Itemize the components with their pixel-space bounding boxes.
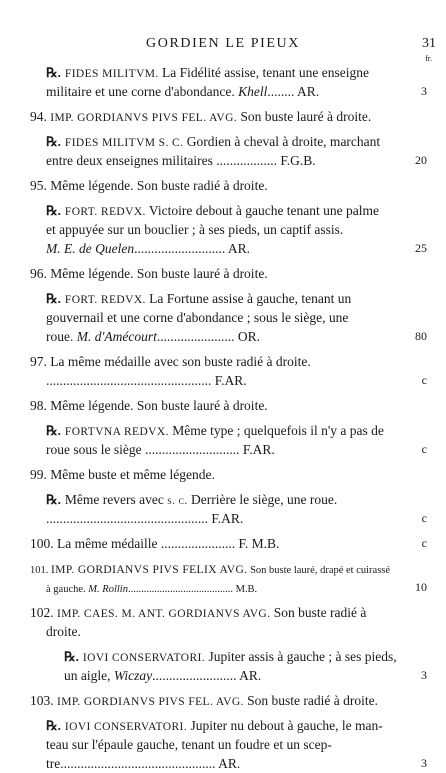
line-text: un aigle, (64, 668, 114, 683)
catalog-line (30, 220, 390, 239)
line-text: IMP. GORDIANVS PIVS FEL. AVG. (50, 112, 238, 124)
catalog-line (30, 440, 427, 459)
reverse-mark: ℞. (46, 134, 61, 149)
line-text: Derrière le siège, une roue. (187, 492, 338, 507)
line-text: 94. (30, 109, 51, 124)
price-value: c (421, 511, 427, 525)
line-text: 95. Même légende. Son buste radié à droite. (30, 178, 268, 193)
line-text: ....................... OR. (156, 329, 261, 344)
catalog-line (30, 63, 390, 82)
line-text: s. c. (167, 495, 188, 507)
line-text: ................................................ F.AR. (46, 511, 244, 526)
line-text: FORT. REDVX. (64, 294, 146, 306)
running-title: GORDIEN LE PIEUX (146, 36, 300, 51)
catalog-line (30, 352, 390, 371)
line-text: M. Rollin (88, 584, 128, 595)
catalog-line (30, 201, 390, 220)
reverse-mark: ℞. (46, 203, 61, 218)
line-text: 98. Même légende. Son buste lauré à droite. (30, 398, 268, 413)
line-text: Son buste lauré à droite. (237, 109, 372, 124)
catalog-line (30, 82, 427, 101)
line-text: M. d'Amécourt (76, 329, 157, 344)
catalog-line (30, 490, 390, 509)
catalog-line (30, 622, 390, 641)
line-text: La Fidélité assise, tenant une enseigne (158, 65, 369, 80)
line-text: Victoire debout à gauche tenant une palme (145, 203, 380, 218)
catalog-line (30, 308, 390, 327)
line-text: Même type ; quelquefois il n'y a pas de (168, 423, 384, 438)
catalog-line (30, 509, 427, 528)
line-text: tre.............................................. AR. (46, 756, 241, 771)
price-value: 3 (421, 84, 427, 98)
line-text: teau sur l'épaule gauche, tenant un foudre et un scep- (46, 737, 332, 752)
catalog-line (30, 396, 390, 415)
line-text: 100. La même médaille ...................... F. M.B. (30, 536, 280, 551)
line-text: 102. (30, 605, 57, 620)
line-text: FORT. REDVX. (64, 206, 146, 218)
price-value: 20 (415, 153, 427, 167)
line-text: La Fortune assise à gauche, tenant un (145, 291, 352, 306)
catalog-line (30, 603, 390, 622)
reverse-mark: ℞. (46, 718, 61, 733)
catalog-line (30, 691, 390, 710)
price-value: c (421, 536, 427, 550)
catalog-line (30, 151, 427, 170)
catalog-line (30, 107, 390, 126)
catalog-line (30, 239, 427, 258)
catalog-line (30, 559, 390, 578)
reverse-mark: ℞. (46, 492, 61, 507)
line-text: 103. (30, 693, 57, 708)
line-text: militaire et une corne d'abondance. (46, 84, 239, 99)
reverse-mark: ℞. (64, 649, 79, 664)
page-header (0, 36, 446, 63)
catalog-line (30, 371, 427, 390)
reverse-mark: ℞. (46, 423, 61, 438)
line-text: ........................................ M.B. (127, 584, 258, 595)
price-unit: fr. (425, 54, 432, 63)
line-text: IMP. GORDIANVS PIVS FELIX AVG. (51, 564, 248, 576)
line-text: Son buste lauré, drapé et cuirassé (247, 565, 391, 576)
catalog-line (30, 132, 390, 151)
line-text: à gauche. (46, 584, 89, 595)
line-text: Jupiter assis à gauche ; à ses pieds, (205, 649, 397, 664)
line-text: Son buste radié à droite. (243, 693, 379, 708)
line-text: 97. La même médaille avec son buste radié à droite. (30, 354, 311, 369)
line-text: ........................... AR. (134, 241, 250, 256)
catalog-line (30, 534, 427, 553)
line-text: roue. (46, 329, 77, 344)
price-value: 25 (415, 241, 427, 255)
line-text: Wiczay (113, 668, 153, 683)
line-text: entre deux enseignes militaires .................. F.G.B. (46, 153, 316, 168)
line-text: FORTVNA REDVX. (64, 426, 169, 438)
catalog-line (30, 716, 390, 735)
line-text: Khell (238, 84, 268, 99)
line-text: Jupiter nu debout à gauche, le man- (187, 718, 383, 733)
line-text: Même revers avec (64, 492, 168, 507)
line-text: 101. (30, 565, 51, 576)
reverse-mark: ℞. (46, 65, 61, 80)
line-text: IOVI CONSERVATORI. (82, 652, 206, 664)
line-text: M. E. de Quelen (46, 241, 135, 256)
line-text: ........ AR. (267, 84, 320, 99)
catalog-line (30, 754, 427, 773)
page-number: 31 (422, 36, 436, 51)
line-text: IMP. CAES. M. ANT. GORDIANVS AVG. (57, 608, 271, 620)
catalog-line (30, 176, 390, 195)
line-text: 99. Même buste et même légende. (30, 467, 215, 482)
line-text: ......................... AR. (152, 668, 262, 683)
catalog-line (30, 666, 427, 685)
line-text: roue sous le siège ............................ F.AR. (46, 442, 275, 457)
line-text: Gordien à cheval à droite, marchant (183, 134, 381, 149)
catalog-line (30, 465, 390, 484)
line-text: IOVI CONSERVATORI. (64, 721, 188, 733)
line-text: FIDES MILITVM S. C. (64, 137, 184, 149)
catalog-line (30, 264, 390, 283)
reverse-mark: ℞. (46, 291, 61, 306)
catalog-line (30, 578, 427, 597)
line-text: et appuyée sur un bouclier ; à ses pieds, un captif assis. (46, 222, 344, 237)
catalog-line (30, 289, 390, 308)
catalog-line (30, 421, 390, 440)
price-value: 3 (421, 756, 427, 770)
line-text: droite. (46, 624, 81, 639)
price-value: c (421, 373, 427, 387)
price-value: 80 (415, 329, 427, 343)
line-text: FIDES MILITVM. (64, 68, 159, 80)
line-text: 96. Même légende. Son buste lauré à droite. (30, 266, 268, 281)
price-value: c (421, 442, 427, 456)
line-text: IMP. GORDIANVS PIVS FEL. AVG. (57, 696, 244, 708)
price-value: 10 (415, 580, 427, 594)
line-text: gouvernail et une corne d'abondance ; sous le siège, une (46, 310, 349, 325)
catalog-entries (30, 63, 427, 773)
price-value: 3 (421, 668, 427, 682)
catalog-line (30, 647, 397, 666)
catalog-line (30, 735, 390, 754)
line-text: Son buste radié à (270, 605, 367, 620)
line-text: ................................................. F.AR. (46, 373, 247, 388)
catalog-line (30, 327, 427, 346)
